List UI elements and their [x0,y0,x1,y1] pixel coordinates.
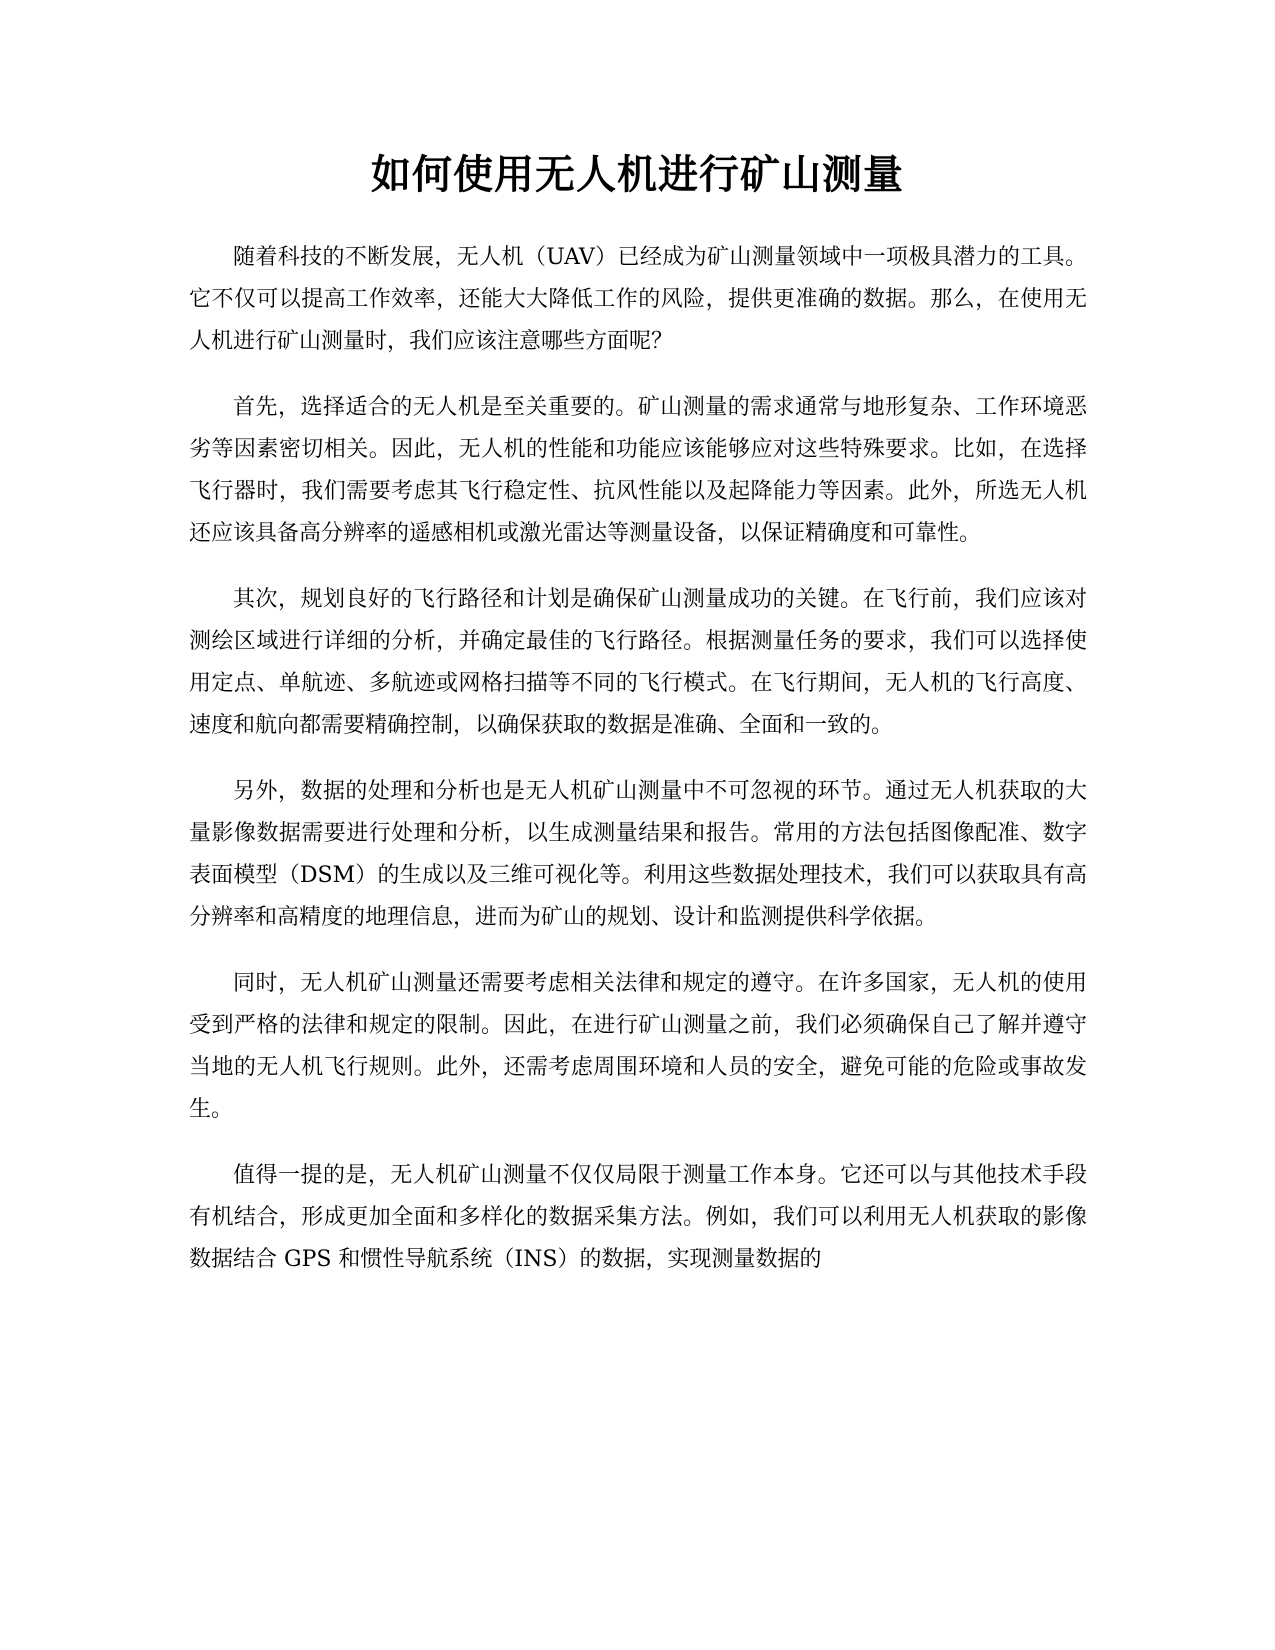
paragraph-choose-drone: 首先，选择适合的无人机是至关重要的。矿山测量的需求通常与地形复杂、工作环境恶劣等因素密切相关。因此，无人机的性能和功能应该能够应对这些特殊要求。比如，在选择飞行器时，我们需要考虑其飞行稳定性、抗风性能以及起降能力等因素。此外，所选无人机还应该具备高分辨率的遥感相机或激光雷达等测量设备，以保证精确度和可靠性。 [189,395,1087,546]
paragraph-regulations: 同时，无人机矿山测量还需要考虑相关法律和规定的遵守。在许多国家，无人机的使用受到严格的法律和规定的限制。因此，在进行矿山测量之前，我们必须确保自己了解并遵守当地的无人机飞行规则。此外，还需考虑周围环境和人员的安全，避免可能的危险或事故发生。 [189,971,1087,1122]
document-title: 如何使用无人机进行矿山测量 [371,152,904,198]
paragraph-integration: 值得一提的是，无人机矿山测量不仅仅局限于测量工作本身。它还可以与其他技术手段有机结合，形成更加全面和多样化的数据采集方法。例如，我们可以利用无人机获取的影像数据结合 GPS 和惯性导航系统（INS）的数据，实现测量数据的 [189,1163,1087,1272]
paragraph-intro: 随着科技的不断发展，无人机（UAV）已经成为矿山测量领域中一项极具潜力的工具。它不仅可以提高工作效率，还能大大降低工作的风险，提供更准确的数据。那么，在使用无人机进行矿山测量时，我们应该注意哪些方面呢？ [189,245,1087,354]
paragraph-data-processing: 另外，数据的处理和分析也是无人机矿山测量中不可忽视的环节。通过无人机获取的大量影像数据需要进行处理和分析，以生成测量结果和报告。常用的方法包括图像配准、数字表面模型（DSM）的生成以及三维可视化等。利用这些数据处理技术，我们可以获取具有高分辨率和高精度的地理信息，进而为矿山的规划、设计和监测提供科学依据。 [189,779,1087,930]
document-body [189,237,1087,1305]
paragraph-flight-planning: 其次，规划良好的飞行路径和计划是确保矿山测量成功的关键。在飞行前，我们应该对测绘区域进行详细的分析，并确定最佳的飞行路径。根据测量任务的要求，我们可以选择使用定点、单航迹、多航迹或网格扫描等不同的飞行模式。在飞行期间，无人机的飞行高度、速度和航向都需要精确控制，以确保获取的数据是准确、全面和一致的。 [189,587,1087,738]
